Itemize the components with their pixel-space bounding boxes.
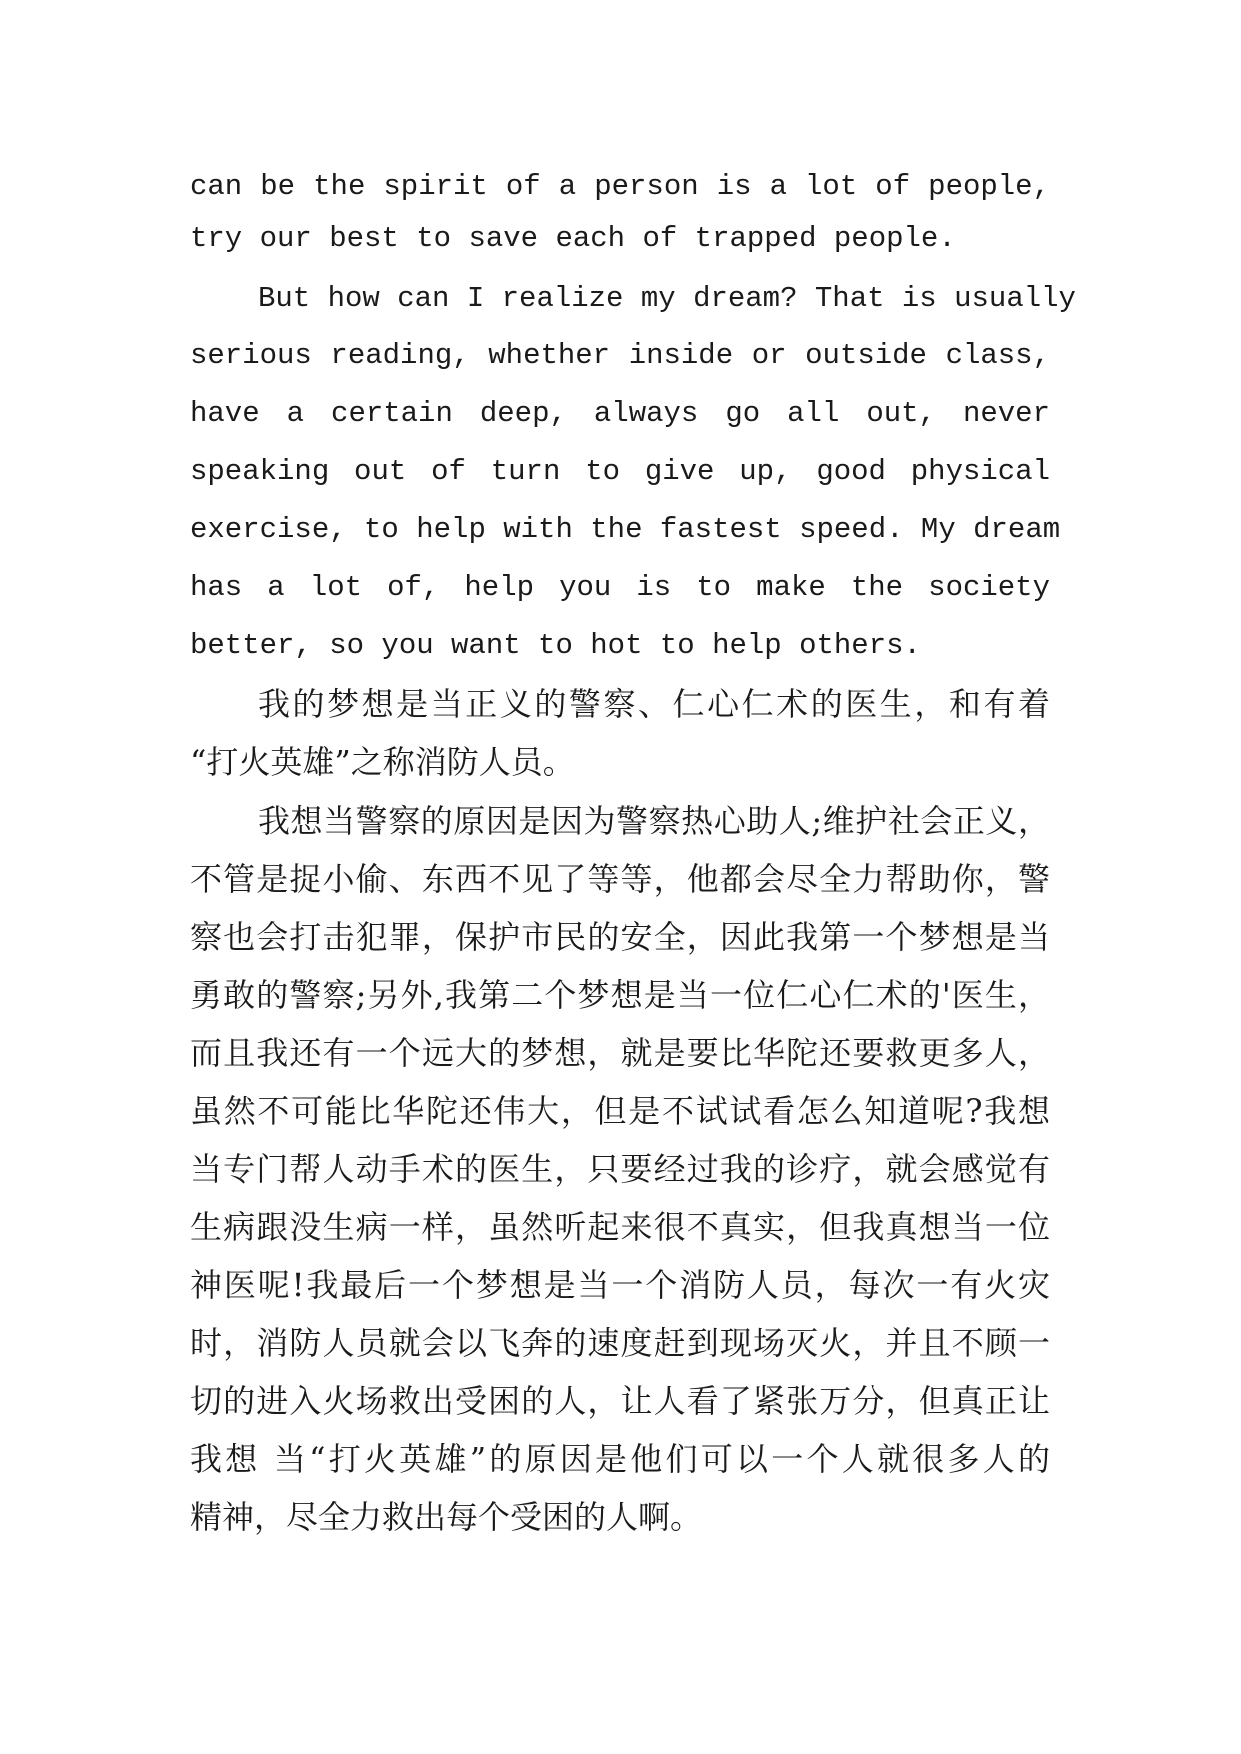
text-line: 我的梦想是当正义的警察、仁心仁术的医生，和有着 — [258, 685, 1050, 723]
text-line: 神医呢!我最后一个梦想是当一个消防人员，每次一有火灾 — [190, 1266, 1050, 1304]
text-line: speaking out of turn to give up, good physical — [190, 455, 1050, 488]
text-line: can be the spirit of a person is a lot of people, — [190, 170, 1050, 203]
text-line: 勇敢的警察;另外,我第二个梦想是当一位仁心仁术的'医生， — [190, 976, 1050, 1014]
text-line: exercise, to help with the fastest speed. My dream — [190, 513, 1061, 546]
text-line: has a lot of, help you is to make the society — [190, 571, 1050, 604]
text-line: But how can I realize my dream? That is usually — [258, 282, 1076, 315]
text-line: serious reading, whether inside or outside class, — [190, 339, 1050, 372]
text-line: 而且我还有一个远大的梦想，就是要比华陀还要救更多人， — [190, 1034, 1050, 1072]
text-line: “打火英雄”之称消防人员。 — [190, 743, 575, 781]
text-line: better, so you want to hot to help others. — [190, 629, 921, 662]
text-line: 切的进入火场救出受困的人，让人看了紧张万分，但真正让 — [190, 1382, 1050, 1420]
text-line: have a certain deep, always go all out, never — [190, 397, 1050, 430]
text-line: try our best to save each of trapped people. — [190, 222, 956, 255]
text-line: 我想当警察的原因是因为警察热心助人;维护社会正义， — [258, 802, 1050, 840]
text-line: 不管是捉小偷、东西不见了等等，他都会尽全力帮助你，警 — [190, 860, 1050, 898]
text-line: 虽然不可能比华陀还伟大，但是不试试看怎么知道呢?我想 — [190, 1092, 1050, 1130]
text-line: 当专门帮人动手术的医生，只要经过我的诊疗，就会感觉有 — [190, 1150, 1050, 1188]
text-line: 察也会打击犯罪，保护市民的安全，因此我第一个梦想是当 — [190, 918, 1050, 956]
text-line: 我想 当“打火英雄”的原因是他们可以一个人就很多人的 — [190, 1440, 1050, 1478]
text-line: 精神，尽全力救出每个受困的人啊。 — [190, 1498, 703, 1536]
text-line: 时，消防人员就会以飞奔的速度赶到现场灭火，并且不顾一 — [190, 1324, 1050, 1362]
text-line: 生病跟没生病一样，虽然听起来很不真实，但我真想当一位 — [190, 1208, 1050, 1246]
